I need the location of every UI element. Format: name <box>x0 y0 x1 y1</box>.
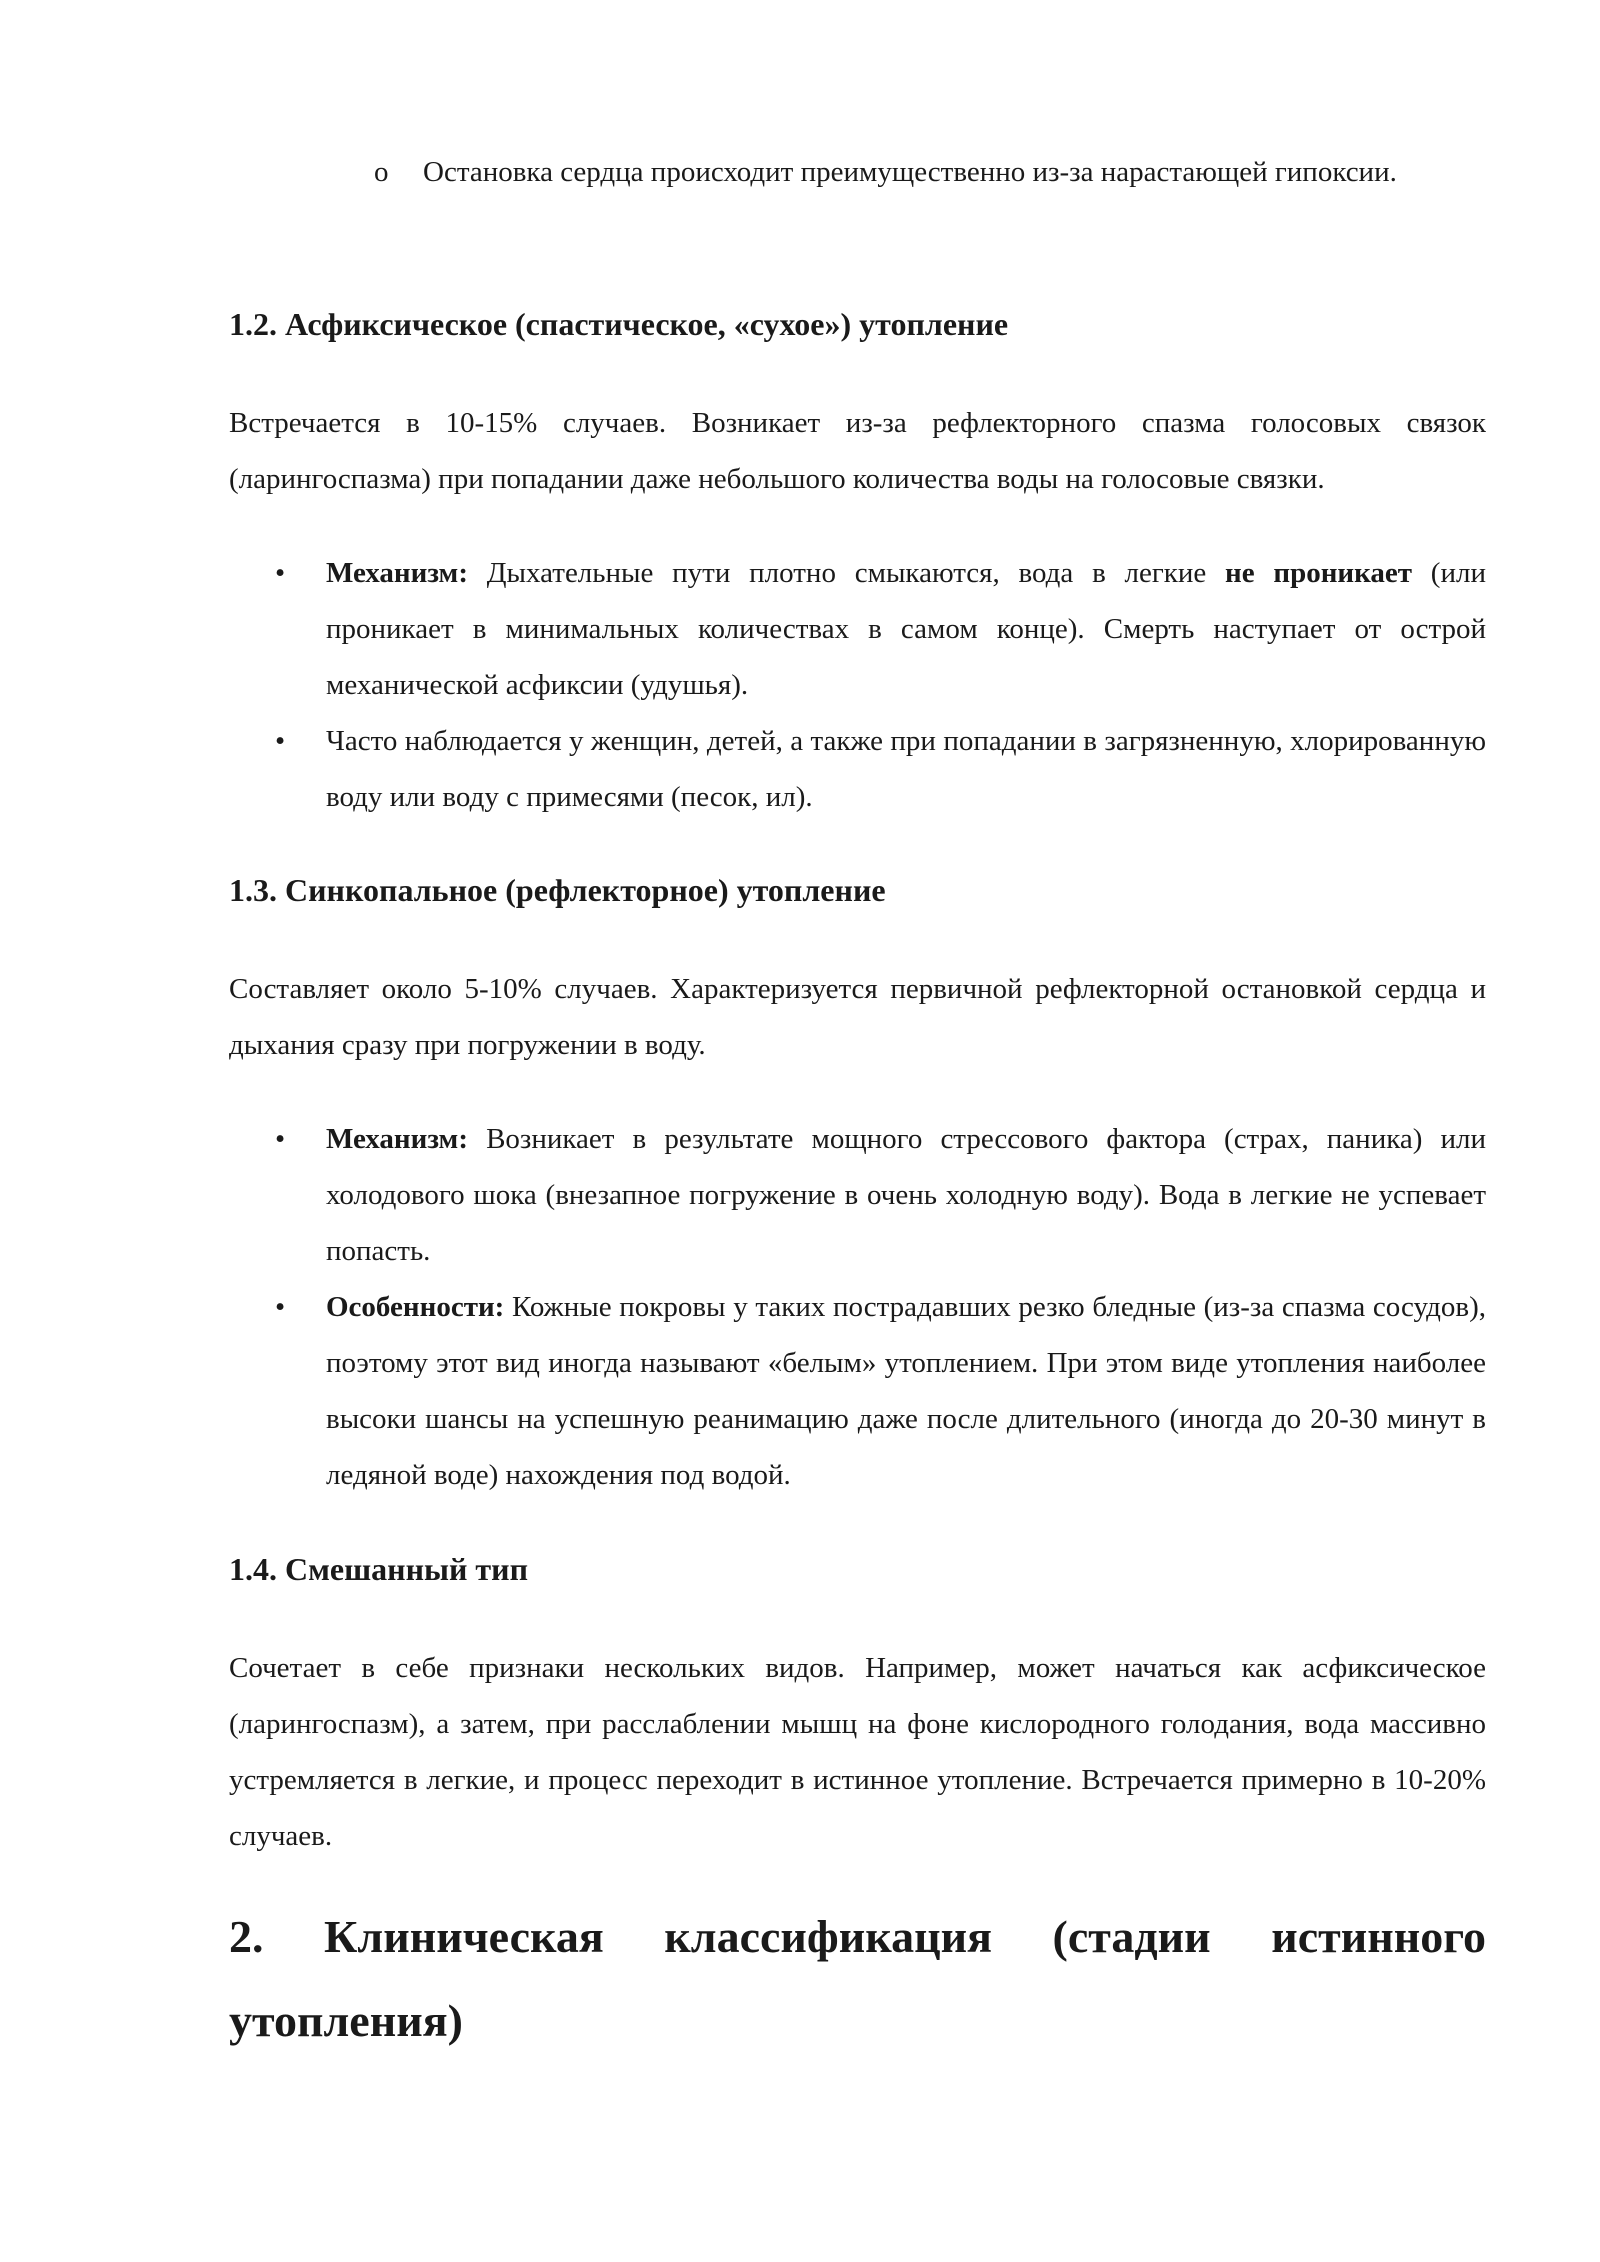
item-label: Механизм: <box>326 1123 468 1155</box>
continued-list <box>229 144 1486 200</box>
section-heading-1-4: 1.4. Смешанный тип <box>229 1551 529 1587</box>
section-heading-1-2: 1.2. Асфиксическое (спастическое, «сухое») утопление <box>229 306 1009 342</box>
section-1-2-list <box>229 545 1486 825</box>
list-item-text: Особенности: Кожные покровы у таких пострадавших резко бледные (из-за спазма сосудов), поэтому этот вид иногда называют «белым» утоплением. При этом виде утопления наиболее высоки шансы на успешную реанимацию даже после длительного (иногда до 20-30 минут в ледяной воде) нахождения под водой. <box>326 1291 1486 1491</box>
list-item <box>229 713 1486 825</box>
heading-line: 2. Клиническая классификация (стадии истинного <box>229 1911 1486 1962</box>
bullet-icon: • <box>275 557 286 589</box>
bullet-icon: • <box>275 1291 286 1323</box>
section-1-4-paragraph: Сочетает в себе признаки нескольких видов. Например, может начаться как асфиксическое (ларингоспазм), а затем, при расслаблении мышц на фоне кислородного голодания, вода массивно устремляется в легкие, и процесс переходит в истинное утопление. Встречается примерно в 10-20% случаев. <box>229 1652 1486 1852</box>
list-item-text: Механизм: Возникает в результате мощного стрессового фактора (страх, паника) или холодового шока (внезапное погружение в очень холодную воду). Вода в легкие не успевает попасть. <box>326 1123 1486 1267</box>
list-item <box>229 1111 1486 1279</box>
section-heading-2 <box>229 1895 1486 2063</box>
section-1-3-paragraph: Составляет около 5-10% случаев. Характеризуется первичной рефлекторной остановкой сердца и дыхания сразу при погружении в воду. <box>229 973 1486 1061</box>
section-heading-1-3: 1.3. Синкопальное (рефлекторное) утопление <box>229 872 886 908</box>
list-item <box>229 545 1486 713</box>
bullet-icon: • <box>275 725 286 757</box>
list-item-text: Остановка сердца происходит преимущественно из-за нарастающей гипоксии. <box>423 156 1397 188</box>
heading-line: утопления) <box>229 1995 463 2046</box>
list-marker: o <box>374 156 389 188</box>
item-label: Механизм: <box>326 557 468 589</box>
list-item <box>229 1279 1486 1503</box>
bullet-icon: • <box>275 1123 286 1155</box>
item-label: Особенности: <box>326 1291 505 1323</box>
section-1-2-paragraph: Встречается в 10-15% случаев. Возникает из-за рефлекторного спазма голосовых связок (ларингоспазма) при попадании даже небольшого количества воды на голосовые связки. <box>229 407 1486 495</box>
list-item <box>229 144 1486 200</box>
emphasis-text: не проникает <box>1225 557 1413 589</box>
list-item-text: Часто наблюдается у женщин, детей, а также при попадании в загрязненную, хлорированную воду или воду с примесями (песок, ил). <box>326 725 1486 813</box>
section-1-3-list <box>229 1111 1486 1503</box>
list-item-text: Механизм: Дыхательные пути плотно смыкаются, вода в легкие не проникает (или проникает в минимальных количествах в самом конце). Смерть наступает от острой механической асфиксии (удушья). <box>326 557 1486 701</box>
